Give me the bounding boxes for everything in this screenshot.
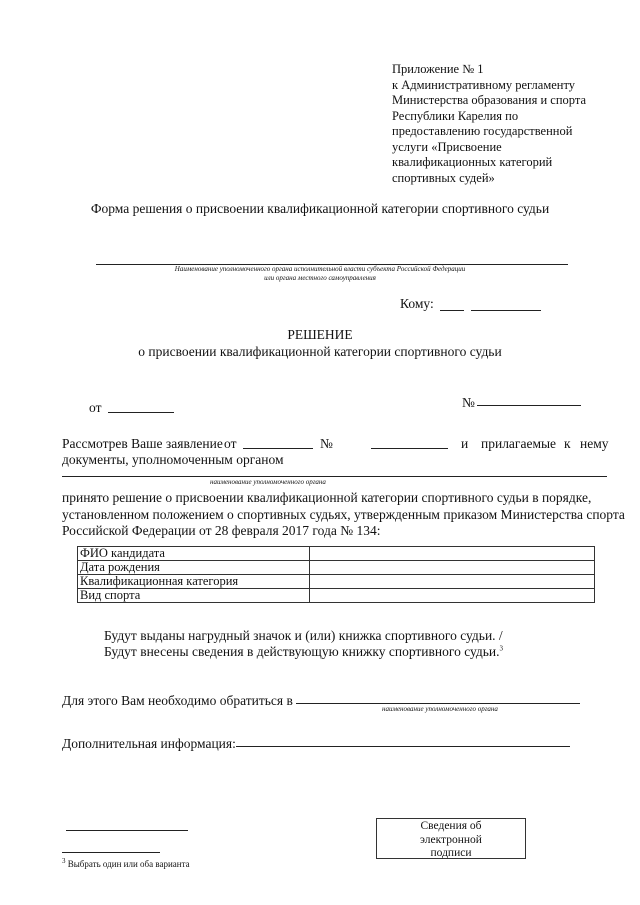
decision-text-line2: установленном положением о спортивных судьях, утвержденным приказом Министерства спорта — [62, 506, 625, 522]
application-date-field[interactable] — [243, 448, 313, 449]
decision-from-label: от — [89, 400, 102, 415]
table-row — [78, 589, 595, 603]
table-value-sport[interactable] — [310, 589, 595, 603]
decision-subheading: о присвоении квалификационной категории спортивного судьи — [138, 344, 502, 359]
review-line2: документы, уполномоченным органом — [62, 452, 284, 467]
table-label-name: ФИО кандидата — [78, 547, 310, 561]
footnote-separator — [62, 852, 160, 853]
appendix-line: к Административному регламенту — [392, 77, 576, 92]
appendix-line: Республики Карелия по — [392, 108, 519, 123]
form-title: Форма решения о присвоении квалификационной категории спортивного судьи — [90, 201, 550, 216]
signature-line[interactable] — [66, 830, 188, 831]
contact-authority-field[interactable] — [296, 703, 580, 704]
table-row — [78, 575, 595, 589]
to-label: Кому: — [400, 296, 434, 311]
decision-text — [62, 490, 625, 540]
to-field-part1[interactable] — [440, 310, 464, 311]
appendix-line: предоставлению государственной — [392, 124, 573, 138]
issue-line2 — [104, 644, 503, 660]
review-attached: прилагаемые — [481, 436, 557, 451]
review-number-label: № — [320, 436, 333, 451]
authority-caption — [0, 265, 640, 283]
authority-caption-line1: Наименование уполномоченного органа исполнительной власти субъекта Российской Федерации — [174, 265, 466, 273]
to-field-part2[interactable] — [471, 310, 541, 311]
table-label-category: Квалификационная категория — [78, 575, 310, 589]
review-text-start: Рассмотрев Ваше заявление — [62, 436, 223, 451]
appendix-line: Министерства образования и спорта — [392, 93, 587, 107]
review-and: и — [461, 436, 469, 451]
decision-text-line1: принято решение о присвоении квалификационной категории спортивного судьи в порядке, — [62, 490, 592, 505]
table-label-sport: Вид спорта — [78, 589, 310, 603]
review-authority-caption: наименование уполномоченного органа — [210, 478, 326, 486]
footnote-mark: 3 — [499, 644, 504, 653]
review-authority-line[interactable] — [62, 476, 607, 477]
additional-info-label: Дополнительная информация: — [62, 736, 236, 751]
candidate-info-table — [77, 546, 595, 603]
decision-number-field[interactable] — [477, 405, 581, 406]
decision-heading-block — [0, 326, 640, 360]
table-value-name[interactable] — [310, 547, 595, 561]
review-from-label: от — [224, 436, 237, 451]
contact-authority-caption: наименование уполномоченного органа — [382, 705, 498, 713]
table-row — [78, 561, 595, 575]
table-value-birthdate[interactable] — [310, 561, 595, 575]
decision-date-field[interactable] — [108, 412, 174, 413]
decision-number-label: № — [462, 395, 475, 410]
table-label-birthdate: Дата рождения — [78, 561, 310, 575]
review-him: нему — [580, 436, 609, 451]
issue-line2-text: Будут внесены сведения в действующую книжку спортивного судьи. — [104, 644, 500, 659]
table-row — [78, 547, 595, 561]
issue-line1: Будут выданы нагрудный значок и (или) книжка спортивного судьи. / — [104, 628, 503, 643]
signature-box-line2: электронной — [420, 833, 482, 846]
electronic-signature-box — [376, 818, 526, 859]
appendix-block — [392, 62, 632, 186]
authority-caption-line2: или органа местного самоуправления — [264, 274, 376, 282]
contact-label: Для этого Вам необходимо обратиться в — [62, 693, 293, 708]
signature-box-line3: подписи — [430, 847, 472, 859]
appendix-line: спортивных судей» — [392, 170, 495, 185]
appendix-line: Приложение № 1 — [392, 62, 484, 76]
review-to: к — [564, 436, 571, 451]
decision-text-line3: Российской Федерации от 28 февраля 2017 года № 134: — [62, 523, 381, 538]
application-number-field[interactable] — [371, 448, 448, 449]
decision-heading: РЕШЕНИЕ — [287, 327, 353, 342]
appendix-line: услуги «Присвоение — [392, 139, 502, 154]
appendix-line: квалификационных категорий — [392, 155, 553, 169]
footnote-text: Выбрать один или оба варианта — [67, 859, 190, 869]
signature-box-line1: Сведения об — [420, 820, 482, 832]
footnote-number: 3 — [62, 857, 66, 865]
footnote — [62, 857, 190, 869]
additional-info-field[interactable] — [236, 746, 570, 747]
table-value-category[interactable] — [310, 575, 595, 589]
